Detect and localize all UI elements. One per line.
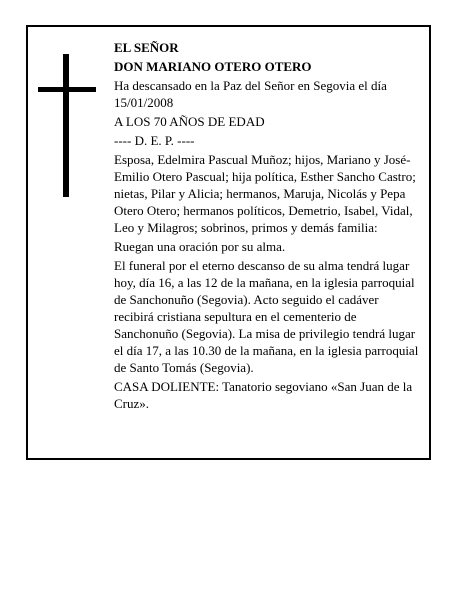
deceased-name: DON MARIANO OTERO OTERO: [114, 59, 312, 74]
age-statement: A LOS 70 AÑOS DE EDAD: [114, 114, 265, 129]
dep-line: ---- D. E. P. ----: [114, 133, 195, 148]
cross-vertical-bar: [63, 54, 69, 197]
death-statement: Ha descansado en la Paz del Señor en Segovia el día 15/01/2008: [114, 78, 387, 110]
prayer-request: Ruegan una oración por su alma.: [114, 239, 286, 254]
obituary-text: [114, 39, 420, 414]
cross-horizontal-bar: [38, 87, 96, 92]
cross-icon: [38, 54, 96, 197]
family-paragraph: Esposa, Edelmira Pascual Muñoz; hijos, Mariano y José-Emilio Otero Pascual; hija política, Esther Sancho Castro; nietas, Pilar y Alicia; hermanos, Maruja, Nicolás y Pepa Otero Otero; hermanos políticos, Demetrio, Isabel, Vidal, Leo y Milagros; sobrinos, primos y demás familia:: [114, 152, 416, 235]
heading-title: EL SEÑOR: [114, 40, 179, 55]
casa-doliente: CASA DOLIENTE: Tanatorio segoviano «San Juan de la Cruz».: [114, 379, 413, 411]
funeral-details: El funeral por el eterno descanso de su alma tendrá lugar hoy, día 16, a las 12 de la mañana, en la iglesia parroquial de Sanchonuño (Segovia). Acto seguido el cadáver recibirá cristiana sepultura en el cementerio de Sanchonuño (Segovia). La misa de privilegio tendrá lugar el día 17, a las 10.30 de la mañana, en la iglesia parroquial de Santo Tomás (Segovia).: [114, 258, 419, 375]
